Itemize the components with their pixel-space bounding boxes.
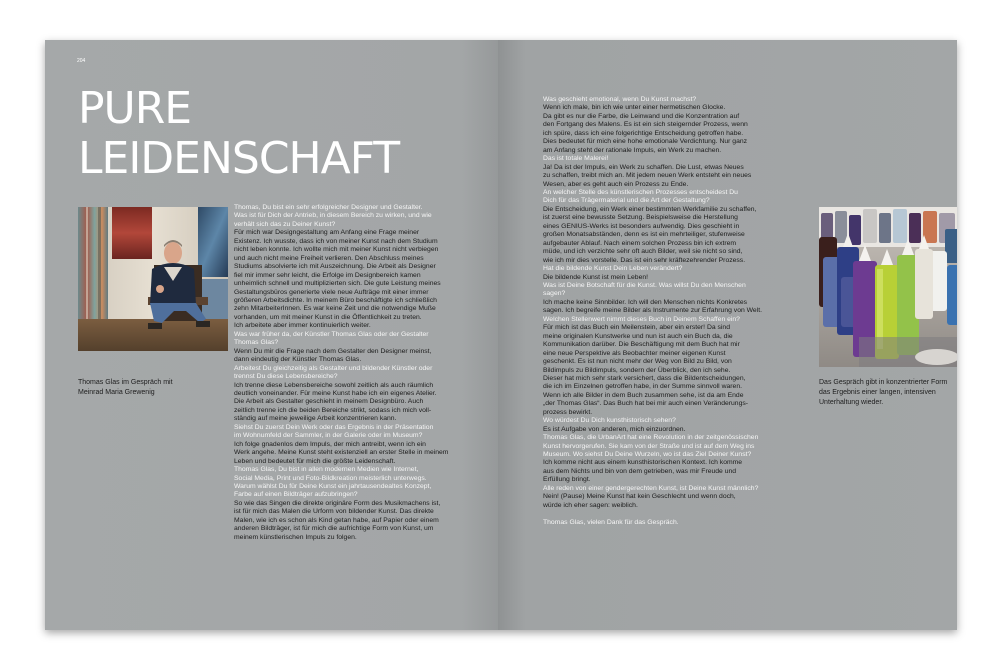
interview-question-line: Arbeitest Du gleichzeitig als Gestalter und bildender Künstler oder: [234, 364, 433, 372]
interview-answer-line: meine originalen Kunstwerke und nun ist auch ein Buch da, die: [543, 332, 733, 340]
interview-answer-line: Dieser hat mich sehr stark versichert, dass die Bildentscheidungen,: [543, 374, 746, 382]
interview-question-line: Museum. Wo siehst Du Deine Wurzeln, wo ist das Ziel Deiner Kunst?: [543, 451, 752, 459]
interview-answer-line: wie ich mir dies vorstelle. Das ist ein sehr kräftezehrender Prozess.: [543, 256, 746, 264]
interview-answer-line: Die bildende Kunst ist mein Leben!: [543, 273, 649, 281]
interview-answer-line: Leben und bedeutet für mich die größte Leidenschaft.: [234, 457, 396, 465]
interview-answer-line: vorhanden, um mit meiner Kunst in die Öffentlichkeit zu treten.: [234, 313, 422, 321]
interview-question-line: Farbe auf einen Bildträger aufzubringen?: [234, 491, 358, 499]
interview-question-line: Das ist totale Malerei!: [543, 155, 609, 163]
interview-answer-line: Ich mache keine Sinnbilder. Ich will den Menschen nichts Konkretes: [543, 298, 748, 306]
interview-answer-line: Nein! (Pause) Meine Kunst hat kein Geschlecht und wenn doch,: [543, 493, 736, 501]
interview-answer-line: ich spüre, dass ich eine folgerichtige Entscheidung getroffen habe.: [543, 129, 744, 137]
interview-answer-line: eines GENIUS-Werks ist besonders aufwendig. Dies geschieht in: [543, 222, 740, 230]
interview-answer-line: Ich folge gnadenlos dem Impuls, der mich antreibt, wenn ich ein: [234, 440, 426, 448]
interview-answer-line: Wenn Du mir die Frage nach dem Gestalter den Designer meinst,: [234, 347, 432, 355]
interview-answer-line: „der Thomas Glas“. Das Buch hat bei mir auch einen Veränderungs-: [543, 400, 749, 408]
interview-answer-line: Für mich war Designgestaltung am Anfang eine Frage meiner: [234, 229, 420, 237]
interview-answer-line: am Anfang steht der rationale Impuls, ein Werk zu machen.: [543, 146, 722, 154]
page-number: 204: [77, 58, 86, 64]
interview-question-line: Was ist für Dich der Antrieb, in diesem Bereich zu wirken, und wie: [234, 212, 432, 220]
interview-question-line: Thomas, Du bist ein sehr erfolgreicher Designer und Gestalter.: [234, 204, 423, 211]
interview-answer-line: geschenkt. Es ist nun nicht mehr der Weg von Bild zu Bild, von: [543, 358, 732, 366]
interview-answer-line: Die Entscheidung, ein Werk einer bestimmten Werkfamilie zu schaffen,: [543, 205, 757, 213]
caption-line: Unterhaltung wieder.: [819, 399, 884, 406]
interview-answer-line: Studiums absolvierte ich mit Auszeichnung. Die Arbeit als Designer: [234, 263, 436, 271]
title-line: LEIDENSCHAFT: [78, 133, 400, 184]
interview-question-line: Kunst hervorgerufen. Sie kam von der Straße und ist auf dem Weg ins: [543, 442, 755, 450]
right-text-column: [543, 96, 813, 527]
right-page: [498, 40, 957, 630]
interview-question-line: Thomas Glas, die UrbanArt hat eine Revolution in der zeitgenössischen: [543, 434, 759, 442]
interview-question-line: sagen?: [543, 290, 566, 298]
interview-answer-line: sagen. Ich begreife meine Bilder als Instrumente zur Erfahrung von Welt.: [543, 307, 762, 315]
interview-question-line: Thomas Glas, vielen Dank für das Gespräch.: [543, 518, 679, 526]
interview-answer-line: unheimlich schnell und multiplizierten sich. Die gute Leistung meines: [234, 280, 441, 288]
interview-answer-line: ständig auf meine jeweilige Arbeit konzentrieren kann.: [234, 415, 397, 423]
interview-answer-line: Ja! Da ist der Impuls, ein Werk zu schaffen. Die Lust, etwas Neues: [543, 163, 744, 171]
interview-question-line: Social Media, Print und Foto-Bildkreation meisterlich unterwegs.: [234, 474, 427, 482]
interview-answer-line: Wesen, aber es geht auch ein Prozess zu Ende.: [543, 180, 689, 188]
artist-portrait-photo: [78, 207, 228, 351]
interview-question-line: verhält sich das zu Deiner Kunst?: [234, 220, 336, 228]
interview-question-line: Thomas Glas?: [234, 339, 279, 347]
interview-answer-line: den Fortgang des Malens. Es ist ein sich steigernder Prozess, wenn: [543, 121, 748, 129]
paint-bottles-photo: [819, 207, 957, 367]
interview-answer-line: zehn MitarbeiterInnen. Es war keine Zeit und die notwendige Muße: [234, 305, 436, 313]
interview-question-line: trennst Du diese Lebensbereiche?: [234, 373, 338, 381]
interview-question-line: Was geschieht emotional, wenn Du Kunst machst?: [543, 96, 697, 103]
interview-question-line: Was ist Deine Botschaft für die Kunst. Was willst Du den Menschen: [543, 281, 746, 289]
interview-answer-line: Wenn ich male, bin ich wie unter einer hermetischen Glocke.: [543, 104, 726, 112]
left-photo-caption: [78, 378, 173, 398]
interview-answer-line: zeitlich trenne ich die beiden Bereiche strikt, sodass ich mich voll-: [234, 406, 432, 414]
interview-answer-line: eine neue Perspektive als Beobachter meiner eigenen Kunst: [543, 349, 726, 357]
interview-question-line: Thomas Glas, Du bist in allen modernen Medien wie Internet,: [234, 466, 419, 474]
interview-answer-line: Malen, wie ich es schon als Kind getan habe, auf Papier oder einem: [234, 516, 439, 524]
interview-answer-line: Bildimpuls zu Bildimpuls, sondern der Überblick, den ich sehe.: [543, 366, 731, 374]
interview-question-line: Welchen Stellenwert nimmt dieses Buch in Deinem Schaffen ein?: [543, 315, 740, 323]
interview-answer-line: Wenn ich alle Bilder in dem Buch zusammen sehe, ist da am Ende: [543, 391, 744, 399]
caption-line: Thomas Glas im Gespräch mit: [78, 379, 173, 386]
article-title: [78, 84, 399, 184]
interview-question-line: Hat die bildende Kunst Dein Leben verändert?: [543, 265, 683, 273]
interview-answer-line: anderen Bildträger, ist für mich die aufrichtige Form von Kunst, um: [234, 525, 434, 533]
interview-answer-line: Ich komme nicht aus einem kunsthistorischen Kontext. Ich komme: [543, 459, 743, 467]
interview-answer-line: Die Arbeit als Gestalter geschieht in meinem Designbüro. Auch: [234, 398, 424, 406]
interview-answer-line: nicht leben konnte. Ich wollte mich mit meiner Kunst nicht verbiegen: [234, 246, 439, 254]
interview-answer-line: aus dem Nichts und bin von dem getrieben, was mir Freude und: [543, 467, 737, 475]
interview-answer-line: prozess bewirkt.: [543, 408, 593, 416]
interview-answer-line: zu schaffen, treibt mich an. Mit jedem neuen Werk entsteht ein neues: [543, 172, 752, 180]
paragraph-gap: [543, 510, 813, 519]
left-text-column: [234, 204, 496, 542]
interview-answer-line: deutlich voneinander. Für meine Kunst habe ich ein eigenes Atelier.: [234, 389, 437, 397]
interview-answer-line: Ich trenne diese Lebensbereiche sowohl zeitlich als auch räumlich: [234, 381, 434, 389]
interview-question-line: Alle reden von einer gendergerechten Kunst, ist Deine Kunst männlich?: [543, 484, 759, 492]
caption-line: Das Gespräch gibt in konzentrierter Form: [819, 379, 948, 386]
interview-answer-line: Für mich ist das Buch ein Meilenstein, aber ein erster! Da sind: [543, 324, 730, 332]
title-line: PURE: [78, 83, 192, 134]
left-page: [45, 40, 498, 630]
interview-answer-line: und auch nicht meine Freiheit verlieren. Den Abschluss meines: [234, 254, 424, 262]
interview-question-line: Wo würdest Du Dich kunsthistorisch sehen?: [543, 417, 676, 425]
interview-answer-line: fiel mir immer sehr leicht, die Erfolge im Designbereich kamen: [234, 271, 421, 279]
interview-answer-line: meinem künstlerischen Impuls zu folgen.: [234, 533, 357, 541]
magazine-spread: [45, 40, 957, 630]
caption-line: das Ergebnis einer langen, intensiven: [819, 389, 936, 396]
interview-answer-line: größeren Arbeitsdichte. In meinem Büro beschäftigte ich schließlich: [234, 296, 437, 304]
interview-answer-line: aufgebauter Ablauf. Nach einem solchen Prozess bin ich extrem: [543, 239, 737, 247]
interview-question-line: im Wohnumfeld der Sammler, in der Galerie oder im Museum?: [234, 432, 423, 440]
interview-answer-line: dann eindeutig der Künstler Thomas Glas.: [234, 356, 362, 364]
interview-answer-line: müde, und ich verzichte sehr oft auch Bilder, weil sie nicht so sind,: [543, 248, 743, 256]
interview-answer-line: Existenz. Ich wusste, dass ich von meiner Kunst nach dem Studium: [234, 237, 438, 245]
interview-question-line: Warum wählst Du für Deine Kunst ein jahrtausendealtes Konzept,: [234, 482, 432, 490]
interview-answer-line: Es ist Aufgabe von anderen, mich einzuordnen.: [543, 425, 686, 433]
interview-answer-line: So wie das Singen die direkte originäre Form des Musikmachens ist,: [234, 499, 441, 507]
interview-question-line: Dich für das Trägermaterial und die Art der Gestaltung?: [543, 197, 710, 205]
interview-answer-line: würde ich eher sagen: weiblich.: [543, 501, 638, 509]
right-photo-caption: [819, 378, 947, 408]
interview-answer-line: Dies bedeutet für mich eine hohe emotionale Verdichtung. Nur ganz: [543, 138, 748, 146]
interview-answer-line: großen Monatsabständen, denn es ist ein mehrteiliger, stufenweise: [543, 231, 745, 239]
interview-question-line: Was war früher da, der Künstler Thomas Glas oder der Gestalter: [234, 330, 429, 338]
interview-answer-line: Werk angehe. Meine Kunst steht existenziell an erster Stelle in meinem: [234, 449, 449, 457]
interview-question-line: An welcher Stelle des künstlerischen Prozesses entscheidest Du: [543, 188, 738, 196]
interview-answer-line: Kommunikation darüber. Die Beschäftigung mit dem Buch hat mir: [543, 341, 740, 349]
interview-answer-line: Erfüllung bringt.: [543, 476, 591, 484]
interview-answer-line: ist zuerst eine bewusste Setzung. Beispielsweise die Herstellung: [543, 214, 738, 222]
interview-question-line: Siehst Du zuerst Dein Werk oder das Ergebnis in der Präsentation: [234, 423, 434, 431]
caption-line: Meinrad Maria Grewenig: [78, 389, 155, 396]
interview-answer-line: die ich im Einzelnen getroffen habe, in der Summe sinnvoll waren.: [543, 383, 742, 391]
interview-answer-line: Da gibt es nur die Farbe, die Leinwand und die Konzentration auf: [543, 112, 740, 120]
interview-answer-line: ist für mich das Malen die Urform von bildender Kunst. Das direkte: [234, 508, 434, 516]
interview-answer-line: Ich arbeitete aber immer kontinuierlich weiter.: [234, 322, 371, 330]
interview-answer-line: Gestaltungsbüros generierte viele neue Aufträge mit einer immer: [234, 288, 429, 296]
